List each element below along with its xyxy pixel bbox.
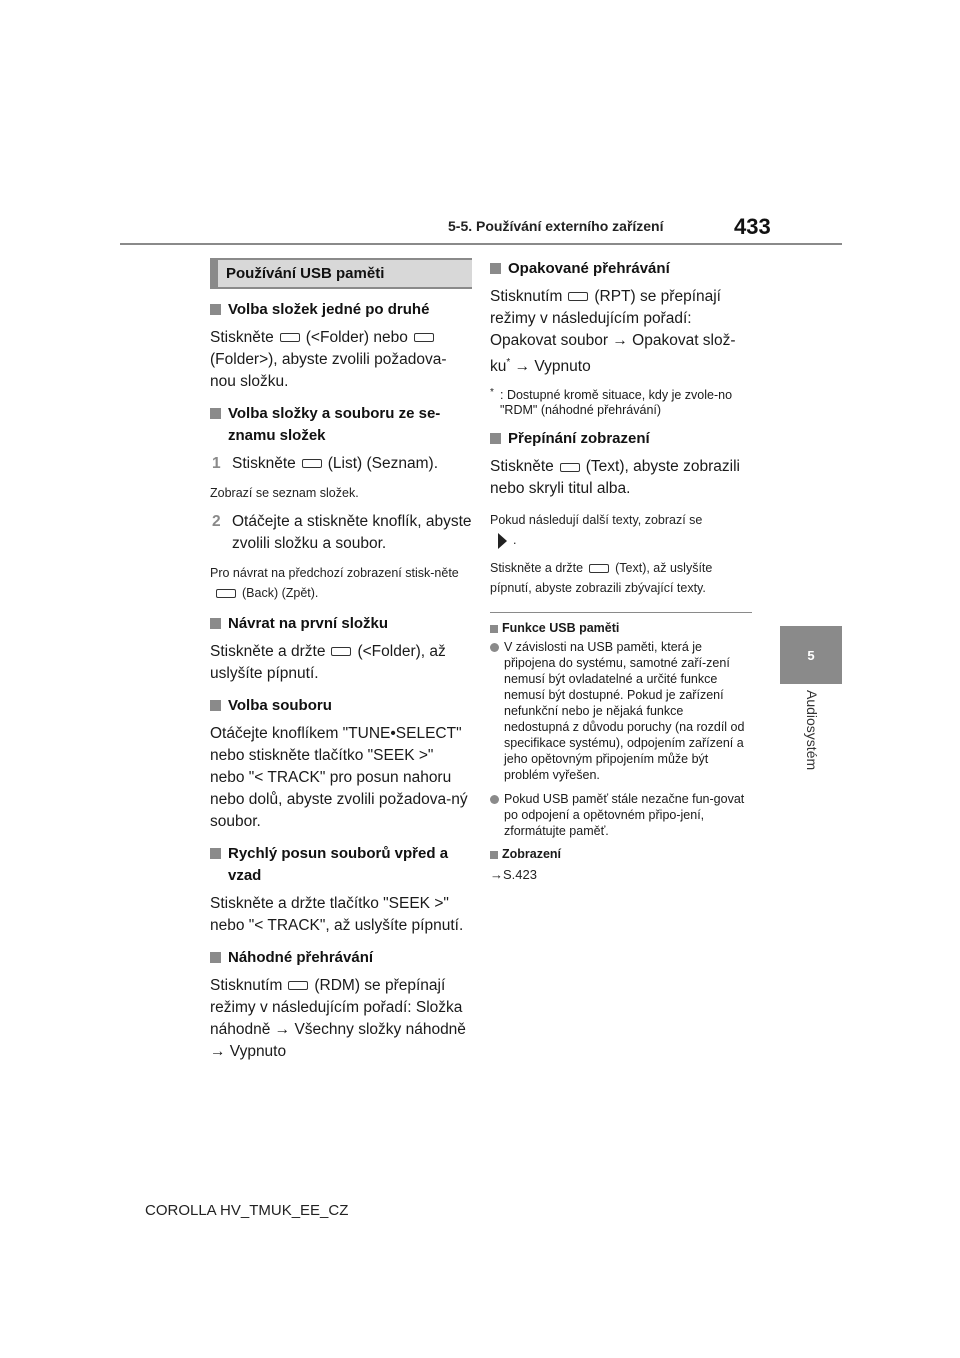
button-icon	[414, 333, 434, 342]
note-heading-usb: Funkce USB paměti	[490, 621, 752, 635]
button-icon	[280, 333, 300, 342]
subheading-select-folders: Volba složek jedné po druhé	[210, 299, 472, 321]
subheading-fast-forward: Rychlý posun souborů vpřed a vzad	[210, 843, 472, 887]
note-bullet: Pokud USB paměť stále nezačne fun-govat po odpojení a opětovném připo-jení, zformátujte paměť.	[490, 791, 752, 839]
note-heading-display: Zobrazení	[490, 847, 752, 861]
paragraph: Stisknutím (RDM) se přepínají režimy v následujícím pořadí: Složka náhodně → Všechny složky náhodně → Vypnuto	[210, 977, 466, 1060]
paragraph: Stiskněte a držte tlačítko "SEEK >" nebo "< TRACK", až uslyšíte pípnutí.	[210, 895, 464, 934]
header-divider	[120, 243, 842, 245]
button-icon	[589, 564, 609, 573]
right-column	[490, 258, 752, 893]
paragraph: Stiskněte (Text), abyste zobrazili nebo skryli titul alba.	[490, 458, 740, 498]
chapter-label: Audiosystém	[804, 690, 820, 771]
button-icon	[560, 463, 580, 472]
subheading-repeat: Opakované přehrávání	[490, 258, 752, 280]
section-title: 5-5. Používání externího zařízení	[448, 218, 664, 234]
button-icon	[331, 647, 351, 656]
paragraph: Stisknutím (RPT) se přepínají režimy v následujícím pořadí: Opakovat soubor → Opakovat slož-ku* → Vypnuto	[490, 288, 736, 376]
subheading-select-file: Volba souboru	[210, 695, 472, 717]
button-icon	[568, 292, 588, 301]
page-number: 433	[734, 214, 771, 239]
note: Pro návrat na předchozí zobrazení stisk-něte(Back) (Zpět).	[210, 566, 459, 600]
button-icon	[302, 459, 322, 468]
paragraph: Stiskněte a držte (<Folder), až uslyšíte pípnutí.	[210, 643, 446, 682]
subheading-random: Náhodné přehrávání	[210, 947, 472, 969]
step-1: 1 Stiskněte (List) (Seznam).	[212, 455, 439, 472]
arrow-right-icon	[498, 533, 507, 549]
note: Pokud následují další texty, zobrazí se .	[490, 513, 703, 548]
section-heading: Používání USB paměti	[210, 258, 472, 289]
subheading-first-folder: Návrat na první složku	[210, 613, 472, 635]
paragraph: Otáčejte knoflíkem "TUNE•SELECT" nebo stiskněte tlačítko "SEEK >" nebo "< TRACK" pro posun nahoru nebo dolů, abyste zvolili požadova-ný soubor.	[210, 725, 468, 830]
chapter-number: 5	[807, 647, 815, 663]
note-bullet: V závislosti na USB paměti, která je připojena do systému, samotné zaří-zení nemusí být ovladatelné a určité funkce nemusí být dostupné. Pokud je zařízení nefunkční nebo je nějaká funkce nedostupná z důvodu poruchy (na rozdíl od specifikace systému), odpojením zařízení a jeho opětovným připojením může být problém vyřešen.	[490, 639, 752, 783]
left-column	[210, 258, 472, 1073]
note: Stiskněte a držte (Text), až uslyšíte pípnutí, abyste zobrazili zbývající texty.	[490, 561, 713, 596]
paragraph: Stiskněte (<Folder) nebo (Folder>), abyste zvolili požadova-nou složku.	[210, 329, 447, 390]
footer-model: COROLLA HV_TMUK_EE_CZ	[145, 1202, 349, 1219]
subheading-select-from-list: Volba složky a souboru ze se-znamu složek	[210, 403, 472, 447]
step-2: 2 Otáčejte a stiskněte knoflík, abyste zvolili složku a soubor.	[212, 513, 472, 552]
button-icon	[216, 589, 236, 598]
footnote: * : Dostupné kromě situace, kdy je zvole-no "RDM" (náhodné přehrávání)	[490, 387, 733, 418]
page-reference: →S.423	[490, 867, 537, 883]
button-icon	[288, 981, 308, 990]
chapter-tab	[780, 626, 842, 684]
note: Zobrazí se seznam složek.	[210, 486, 359, 500]
note-divider	[490, 612, 752, 613]
subheading-display: Přepínání zobrazení	[490, 428, 752, 450]
